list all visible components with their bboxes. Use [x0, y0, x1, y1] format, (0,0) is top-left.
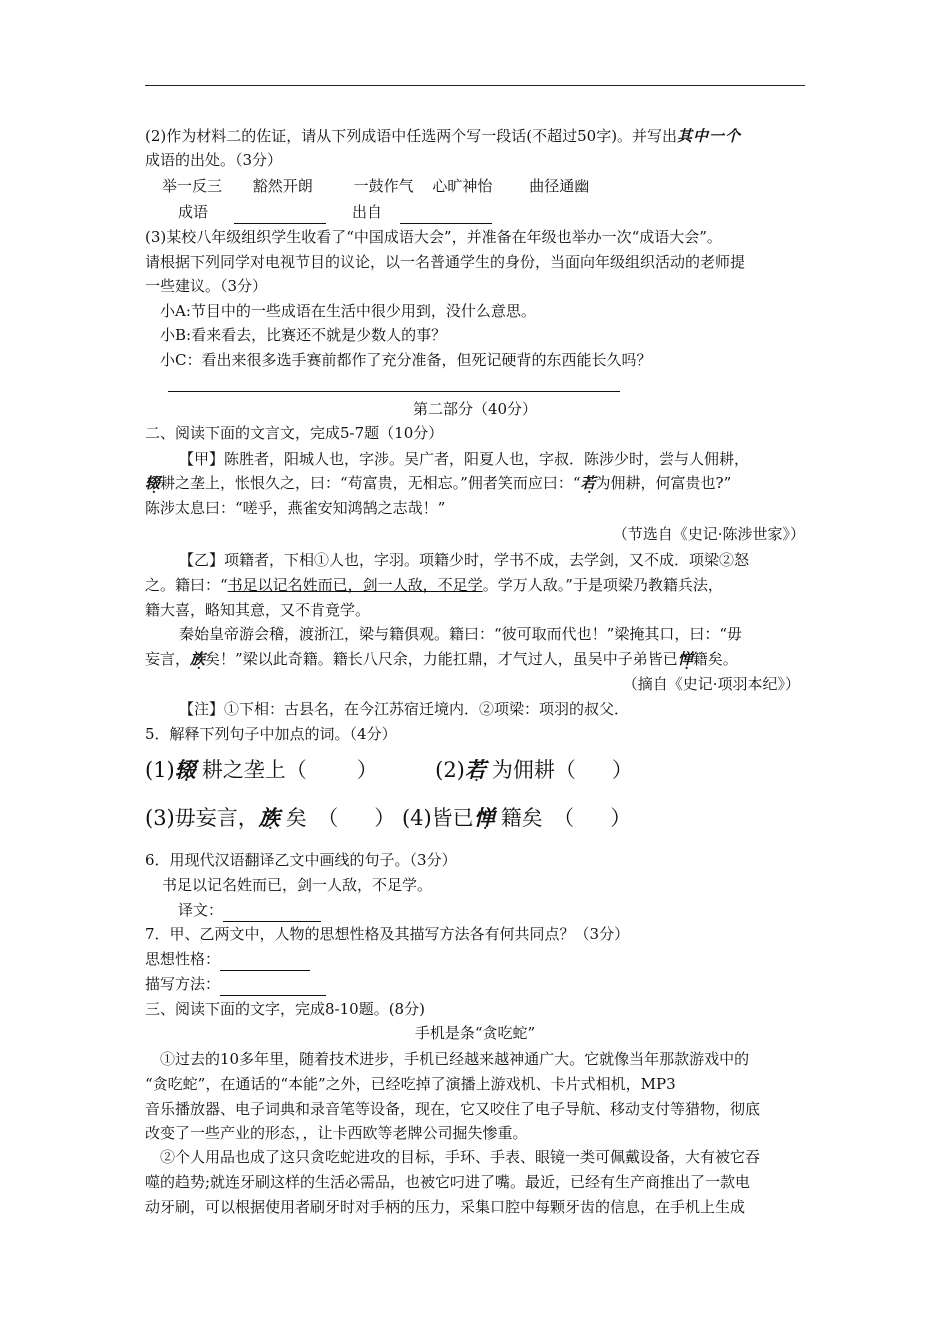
item-text: ）: [610, 806, 632, 830]
q7-answer-row2: [145, 972, 326, 996]
para1-line2: “贪吃蛇”，在通话的“本能”之外，已经吃掉了演播上游戏机、卡片式相机，MP3: [145, 1075, 676, 1093]
yi-line3: 籍大喜，略知其意，又不肯竟学。: [145, 601, 371, 619]
para1-line3: 音乐播放器、电子词典和录音笔等设备，现在，它又咬住了电子导航、移动支付等猎物，彻底: [145, 1100, 761, 1118]
jia-text: 为佣耕，何富贵也?”: [595, 474, 732, 492]
q5-row1: [145, 756, 633, 784]
annotation-note: 【注】①下相：古县名，在今江苏宿迁境内．②项梁：项羽的叔父．: [179, 700, 630, 718]
para2-line1: ②个人用品也成了这只贪吃蛇进攻的目标，手环、手表、眼镜一类可佩戴设备，大有被它吞: [160, 1148, 761, 1166]
yi-text: 籍矣。: [692, 650, 738, 668]
yi-source: （摘自《史记·项羽本纪》）: [622, 675, 800, 693]
item-text: 矣 （: [285, 806, 339, 830]
item-text: 籍矣 （: [500, 806, 575, 830]
jia-line3: 陈涉太息曰：“嗟乎，燕雀安知鸿鹄之志哉！”: [145, 499, 446, 517]
q3-answer-line[interactable]: [168, 391, 620, 392]
jia-text: 耕之垄上，怅恨久之，曰：“苟富贵，无相忘。”佣者笑而应曰：“: [160, 474, 581, 492]
dotted-word: 族: [258, 805, 280, 830]
q7-title: 7．甲、乙两文中，人物的思想性格及其描写方法各有何共同点？（3分）: [145, 925, 630, 943]
q2-line1: [145, 124, 741, 148]
section3-title: 三、阅读下面的文字，完成8-10题。(8分): [145, 1000, 425, 1018]
idiom-item: 心旷神怡: [432, 177, 493, 195]
dotted-word: 辍: [145, 474, 161, 492]
item-number: (2): [435, 758, 465, 782]
q2-line2: 成语的出处。（3分）: [145, 151, 283, 169]
dotted-word: 辍: [174, 757, 196, 782]
item-text: ）: [611, 758, 633, 782]
q6-sentence: 书足以记名姓而已，剑一人敌，不足学。: [162, 876, 433, 894]
character-label: 思想性格：: [145, 950, 221, 968]
yi-text: 之。籍曰：“: [145, 576, 228, 594]
translation-blank[interactable]: [223, 905, 321, 922]
jia-line1: 【甲】陈胜者，阳城人也，字涉。吴广者，阳夏人也，字叔．陈涉少时，尝与人佣耕，: [179, 450, 750, 468]
jia-line2: [145, 471, 731, 495]
para2-line2: 噬的趋势;就连牙刷这样的生活必需品，也被它叼进了嘴。最近，已经有生产商推出了一款电: [145, 1173, 751, 1191]
student-a-comment: 小A:节目中的一些成语在生活中很少用到，没什么意思。: [160, 302, 536, 320]
para2-line3: 动牙刷，可以根据使用者刷牙时对手柄的压力，采集口腔中每颗牙齿的信息，在手机上生成: [145, 1198, 746, 1216]
idiom-blank[interactable]: [234, 207, 326, 224]
jia-source: （节选自《史记·陈涉世家》）: [612, 525, 805, 543]
item-text: ）: [374, 806, 396, 830]
part2-heading: 第二部分（40分）: [412, 400, 538, 418]
yi-text: 矣！”梁以此奇籍。籍长八尺余，力能扛鼎，才气过人，虽吴中子弟皆已: [205, 650, 678, 668]
q2-text: (2)作为材料二的佐证，请从下列成语中任选两个写一段话(不超过50字)。并写出: [145, 127, 678, 145]
section2-title: 二、阅读下面的文言文，完成5-7题（10分）: [145, 424, 444, 442]
yi-line5: [145, 647, 738, 671]
item-text: (3)毋妄言，: [145, 806, 259, 830]
item-text: ）: [356, 758, 378, 782]
item-text: 耕之垄上（: [201, 758, 307, 782]
yi-text: 。学万人敌。”于是项梁乃教籍兵法，: [482, 576, 723, 594]
yi-text: 妄言，: [145, 650, 191, 668]
character-blank[interactable]: [220, 954, 310, 971]
yi-line1: 【乙】项籍者，下相①人也，字羽。项籍少时，学书不成，去学剑，又不成．项梁②怒: [179, 551, 750, 569]
dotted-word: 若: [580, 474, 596, 492]
idiom-list: [162, 174, 589, 198]
q2-answer-row: [178, 200, 492, 224]
q6-answer-row: [178, 898, 321, 922]
para1-line4: 改变了一些产业的形态，，让卡西欧等老牌公司掘失惨重。: [145, 1124, 528, 1142]
item-number: (1): [145, 758, 175, 782]
student-c-comment: 小C：看出来很多选手赛前都作了充分准备，但死记硬背的东西能长久吗？: [160, 351, 652, 369]
item-text: (4)皆已: [401, 806, 474, 830]
para1-line1: ①过去的10多年里，随着技术进步，手机已经越来越神通广大。它就像当年那款游戏中的: [160, 1050, 750, 1068]
idiom-label: 成语: [178, 203, 209, 221]
q7-answer-row1: [145, 947, 310, 971]
article-title: 手机是条“贪吃蛇”: [414, 1024, 536, 1042]
underlined-sentence: 书足以记名姓而已，剑一人敌，不足学: [227, 576, 483, 594]
dotted-word: 族: [190, 650, 206, 668]
q3-line1: (3)某校八年级组织学生收看了“中国成语大会”，并准备在年级也举办一次“成语大会”。: [145, 228, 722, 246]
emphasized-phrase: 其中一个: [677, 127, 742, 145]
q5-row2: [145, 804, 631, 832]
dotted-word: 惮: [473, 805, 495, 830]
yi-line4: 秦始皇帝游会稽，渡浙江，梁与籍俱观。籍曰：“彼可取而代也！”梁掩其口，曰：“毋: [179, 625, 743, 643]
q6-title: 6．用现代汉语翻译乙文中画线的句子。（3分）: [145, 851, 457, 869]
q3-line3: 一些建议。（3分）: [145, 277, 268, 295]
q5-title: 5．解释下列句子中加点的词。（4分）: [145, 725, 397, 743]
dotted-word: 惮: [677, 650, 693, 668]
idiom-item: 举一反三: [162, 177, 223, 195]
yi-line2: [145, 573, 723, 597]
idiom-item: 豁然开朗: [252, 177, 313, 195]
item-text: 为佣耕（: [491, 758, 576, 782]
translation-label: 译文：: [178, 901, 224, 919]
idiom-item: 曲径通幽: [529, 177, 590, 195]
student-b-comment: 小B:看来看去，比赛还不就是少数人的事？: [160, 326, 447, 344]
dotted-word: 若: [464, 757, 486, 782]
source-label: 出自: [352, 203, 383, 221]
source-blank[interactable]: [400, 207, 492, 224]
idiom-item: 一鼓作气: [353, 177, 414, 195]
q3-line2: 请根据下列同学对电视节目的议论，以一名普通学生的身份，当面向年级组织活动的老师提: [145, 253, 746, 271]
header-rule: [145, 85, 805, 86]
method-blank[interactable]: [220, 979, 326, 996]
method-label: 描写方法：: [145, 975, 221, 993]
